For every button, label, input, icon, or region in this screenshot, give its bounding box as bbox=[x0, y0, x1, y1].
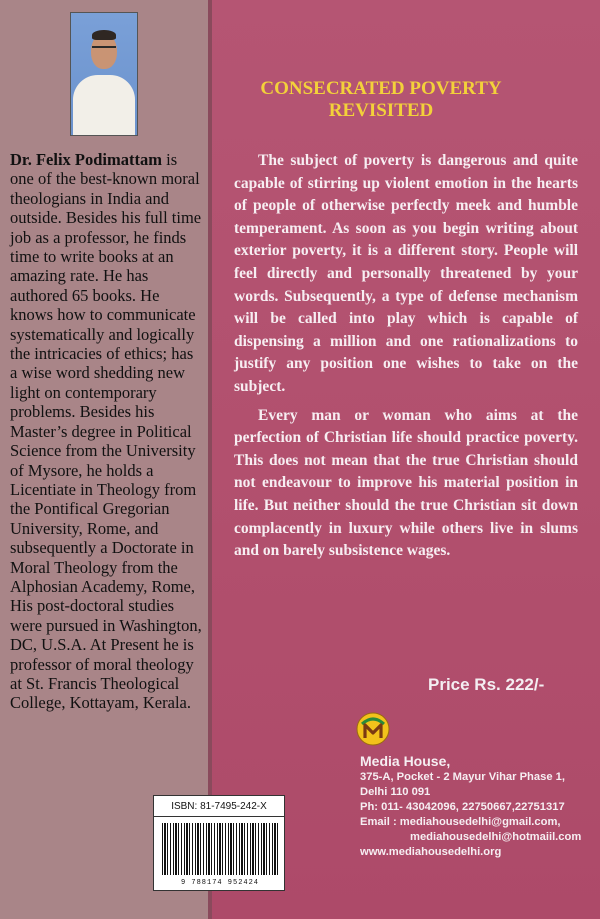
barcode-digits: 9 788174 952424 bbox=[180, 879, 259, 887]
book-title-line1: CONSECRATED POVERTY bbox=[260, 78, 502, 99]
media-house-logo bbox=[356, 712, 390, 746]
barcode bbox=[153, 817, 285, 891]
isbn-label: ISBN: 81-7495-242-X bbox=[153, 795, 285, 817]
publisher-address2: Delhi 110 091 bbox=[360, 786, 431, 798]
publisher-email: Email : mediahousedelhi@gmail.com, bbox=[360, 816, 561, 828]
author-bio bbox=[10, 150, 202, 713]
publisher-info bbox=[360, 752, 596, 860]
publisher-phone: Ph: 011- 43042096, 22750667,22751317 bbox=[360, 801, 565, 813]
price-label: Price Rs. 222/- bbox=[428, 675, 545, 694]
publisher-email2: mediahousedelhi@hotmaiil.com bbox=[410, 831, 582, 843]
author-name: Dr. Felix Podimattam bbox=[10, 150, 162, 169]
publisher-website: www.mediahousedelhi.org bbox=[360, 846, 502, 858]
publisher-address1: 375-A, Pocket - 2 Mayur Vihar Phase 1, bbox=[360, 771, 565, 783]
description-paragraph-1: The subject of poverty is dangerous and quite capable of stirring up violent emotion in the hearts of people of otherwise perfectly meek and humble temperament. As soon as you begin writing about exterior poverty, it is a different story. People will feel directly and personally threatened by your words. Subsequently, a type of defense mechanism will be called into play which is capable of dispensing a million and one rationalizations to justify any position one wishes to take on the subject. bbox=[234, 152, 578, 395]
description-paragraph-2: Every man or woman who aims at the perfection of Christian life should practice poverty. This does not mean that the true Christian should not endeavour to improve his material position in life. But neither should the true Christian sit down complacently in luxury while others live in slums and on barely subsistence wages. bbox=[234, 406, 578, 560]
author-photo bbox=[70, 12, 138, 136]
author-bio-text: is one of the best-known moral theologians in India and outside. Besides his full time job as a professor, he finds time to write books at an amazing rate. He has authored 65 books. He knows how to communicate systematically and logically the intricacies of ethics; has a wise word shedding new light on contemporary problems. Besides his Master’s degree in Political Science from the University of Mysore, he holds a Licentiate in Theology from the Pontifical Gregorian University, Rome, and subsequently a Doctorate in Moral Theology from the Alphosian Academy, Rome, His post-doctoral studies were pursued in Washington, DC, U.S.A. At Present he is professor of moral theology at St. Francis Theological College, Kottayam, Kerala. bbox=[10, 150, 202, 713]
book-title bbox=[244, 78, 518, 122]
book-title-line2: REVISITED bbox=[328, 100, 434, 121]
publisher-name: Media House, bbox=[360, 753, 451, 769]
barcode-bars bbox=[162, 823, 278, 875]
book-description bbox=[234, 150, 578, 563]
